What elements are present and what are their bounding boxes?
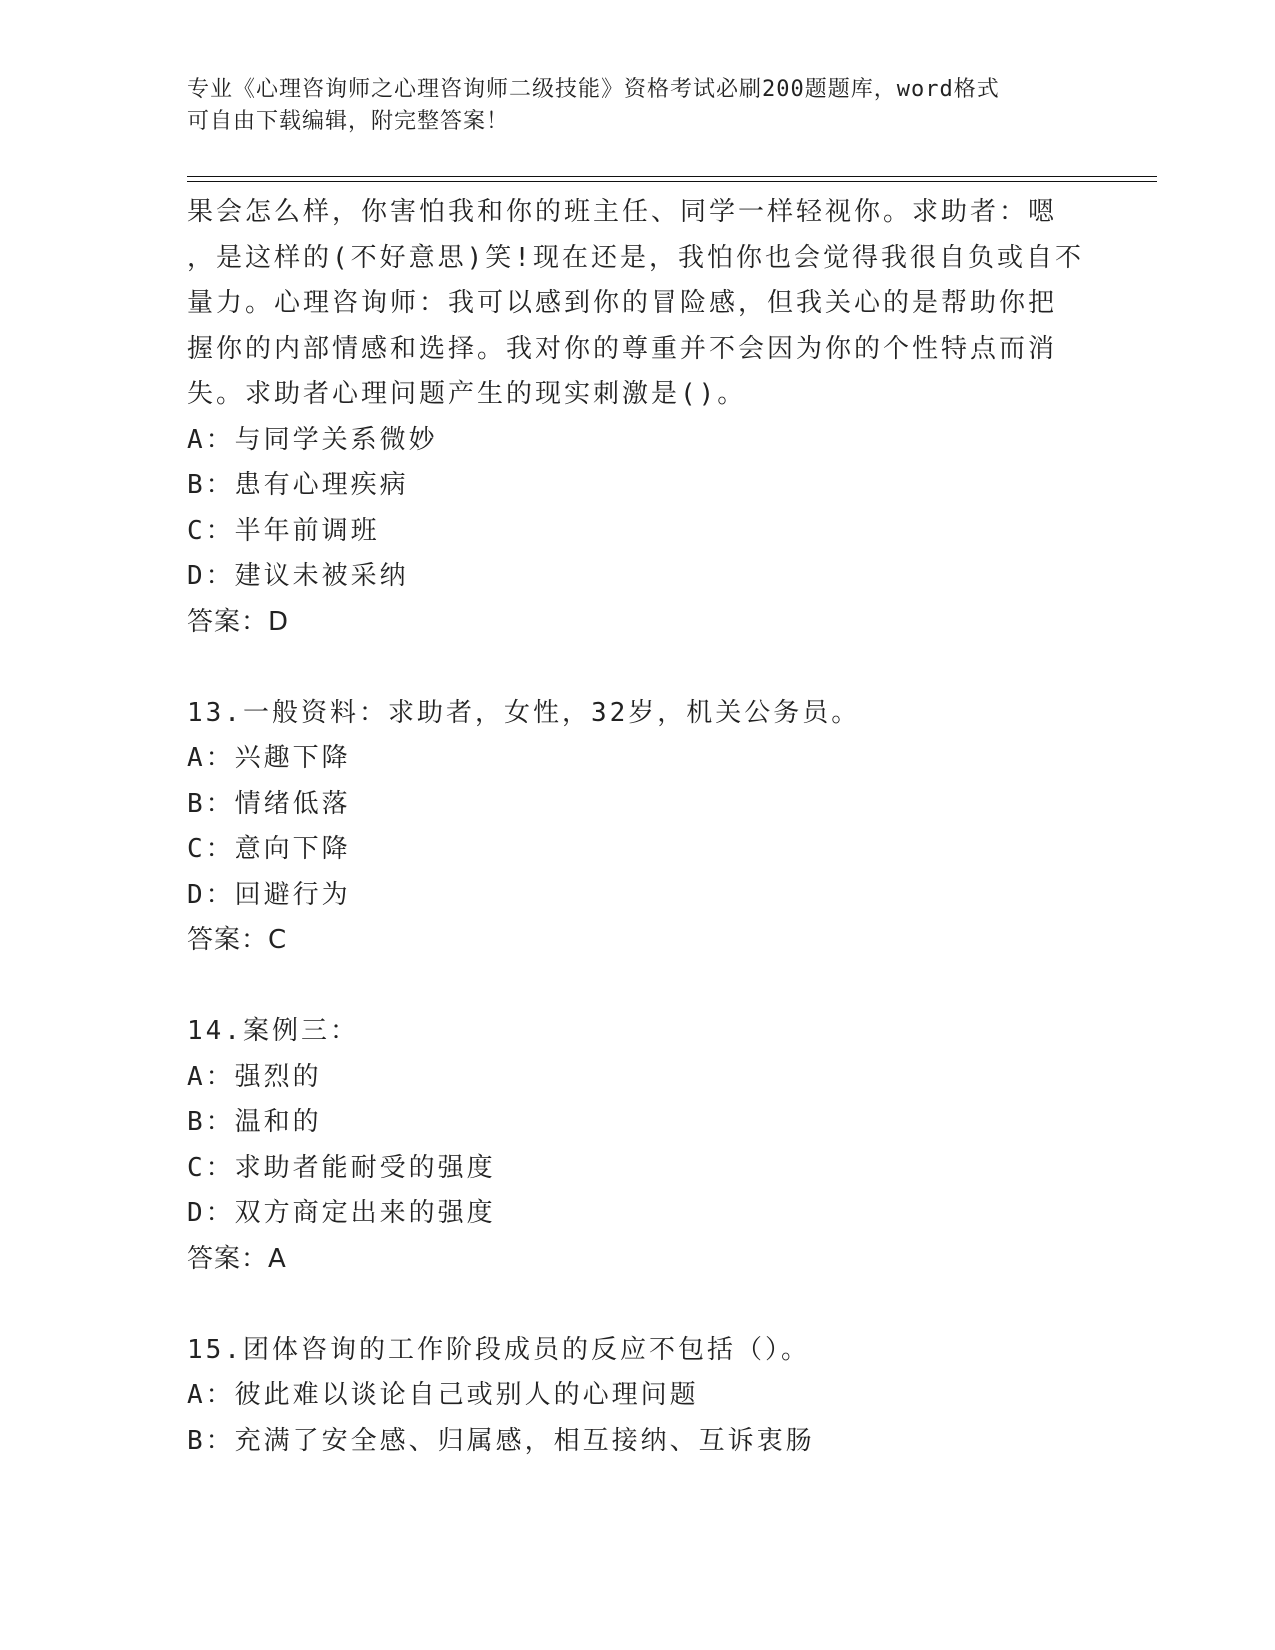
option-b: B：情绪低落 (187, 788, 351, 819)
option-b: B：患有心理疾病 (187, 470, 409, 500)
header-divider-top (187, 176, 1157, 177)
question-stem: 14.案例三： (187, 1016, 359, 1046)
question-stem-line: 量力。心理咨询师：我可以感到你的冒险感，但我关心的是帮助你把 (187, 288, 1058, 318)
option-a: A：强烈的 (187, 1061, 322, 1092)
question-14 (187, 1009, 1087, 1282)
header-divider-bottom (187, 181, 1157, 182)
spacer (187, 645, 1087, 691)
document-body (187, 190, 1087, 1464)
option-b: B：充满了安全感、归属感，相互接纳、互诉衷肠 (187, 1425, 815, 1456)
question-stem-line: 果会怎么样，你害怕我和你的班主任、同学一样轻视你。求助者：嗯 (187, 197, 1058, 227)
option-a: A：兴趣下降 (187, 743, 351, 773)
option-c: C：半年前调班 (187, 515, 380, 546)
spacer (187, 964, 1087, 1010)
question-stem-line: ，是这样的(不好意思)笑!现在还是，我怕你也会觉得我很自负或自不 (187, 242, 1084, 273)
option-a: A：与同学关系微妙 (187, 424, 438, 455)
answer-line: 答案：C (187, 925, 288, 955)
option-d: D：回避行为 (187, 879, 351, 910)
header-line-2: 可自由下载编辑，附完整答案！ (187, 109, 510, 134)
option-b: B：温和的 (187, 1107, 322, 1137)
option-d: D：建议未被采纳 (187, 561, 409, 591)
question-stem-line: 失。求助者心理问题产生的现实刺激是()。 (187, 379, 747, 409)
option-a: A：彼此难以谈论自己或别人的心理问题 (187, 1380, 699, 1410)
option-d: D：双方商定出来的强度 (187, 1198, 496, 1228)
question-12 (187, 190, 1087, 645)
document-header (187, 74, 1087, 138)
question-stem: 13.一般资料：求助者，女性，32岁，机关公务员。 (187, 697, 861, 728)
option-c: C：求助者能耐受的强度 (187, 1152, 496, 1183)
question-stem: 15.团体咨询的工作阶段成员的反应不包括（）。 (187, 1334, 810, 1365)
option-c: C：意向下降 (187, 834, 351, 864)
spacer (187, 1282, 1087, 1328)
header-line-1: 专业《心理咨询师之心理咨询师二级技能》资格考试必刷200题题库，word格式 (187, 77, 1000, 102)
answer-line: 答案：D (187, 606, 290, 637)
question-13 (187, 691, 1087, 964)
answer-line: 答案：A (187, 1243, 287, 1274)
question-stem-line: 握你的内部情感和选择。我对你的尊重并不会因为你的个性特点而消 (187, 333, 1058, 364)
question-15 (187, 1328, 1087, 1465)
